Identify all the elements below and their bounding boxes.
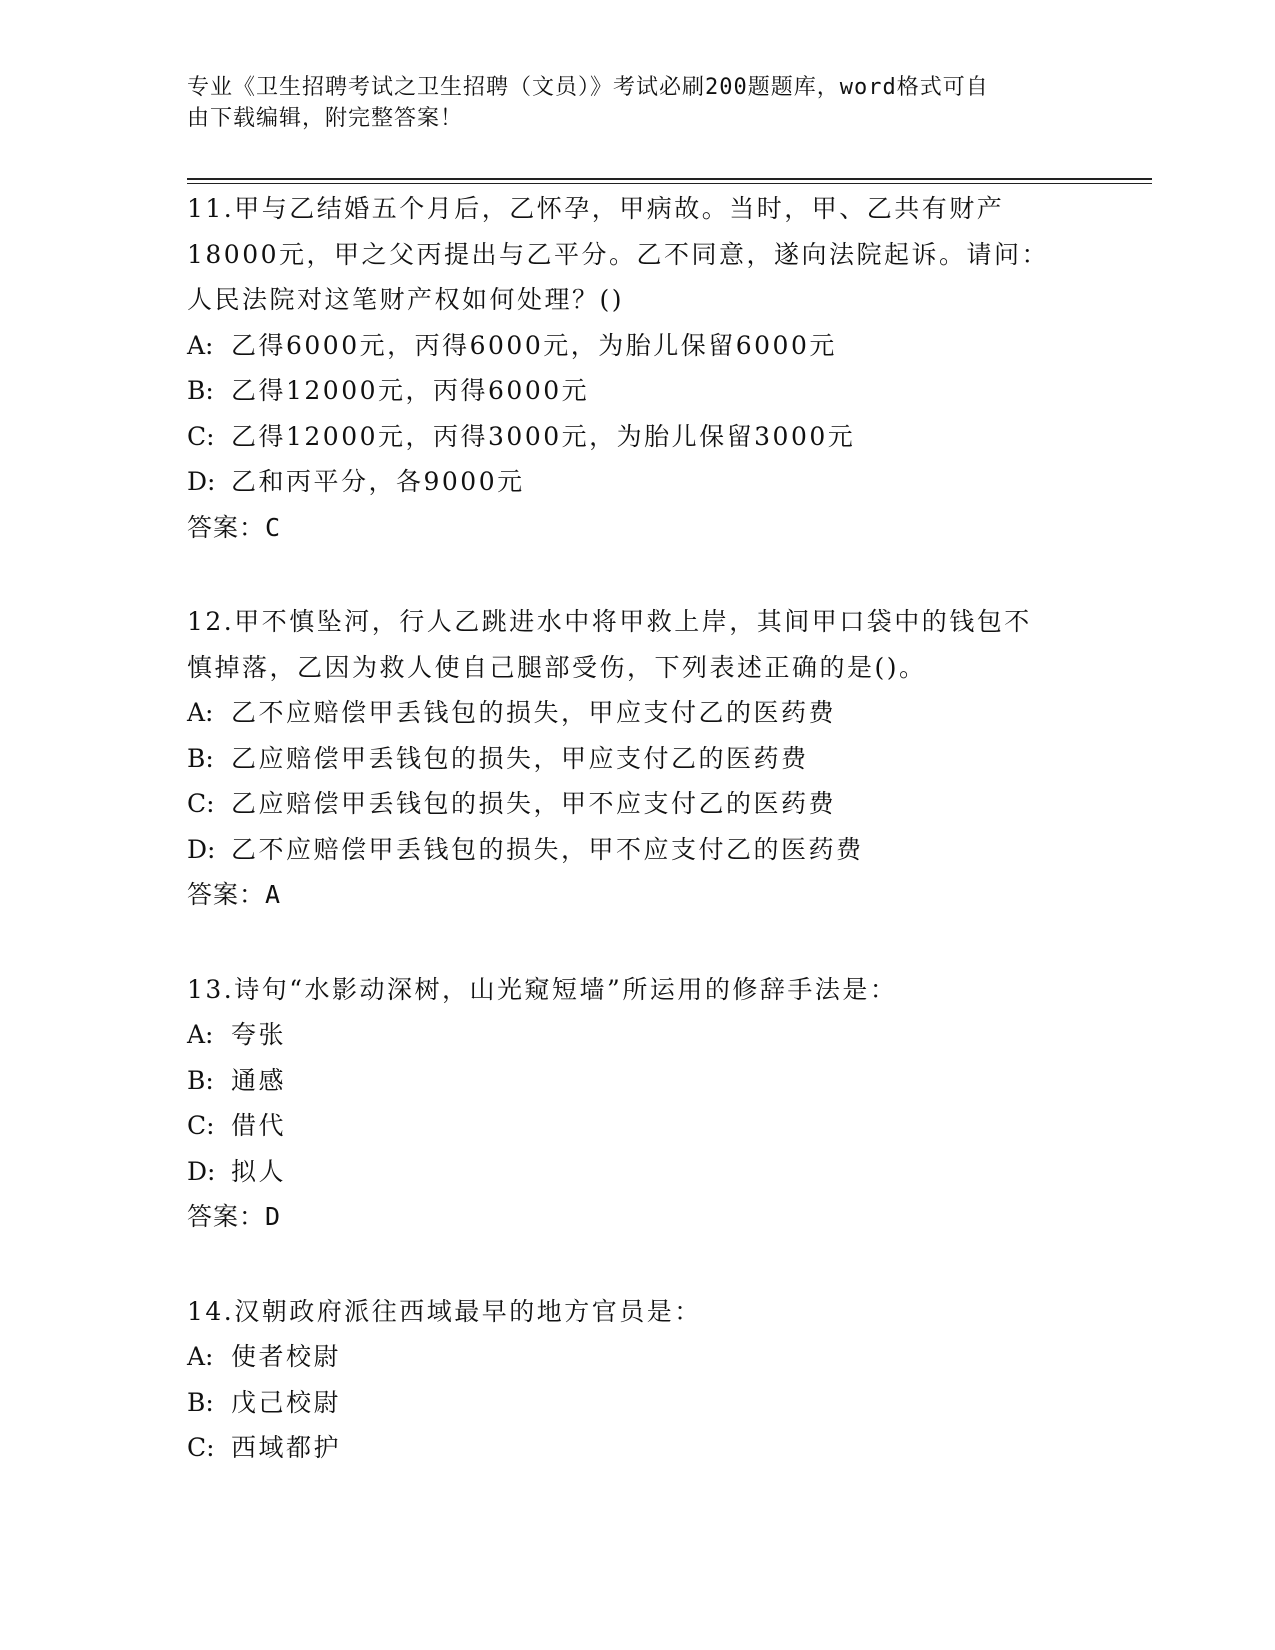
option-text: 夸张 (231, 1020, 287, 1049)
answer-line: 答案：A (187, 880, 282, 909)
option-text: 戊己校尉 (231, 1387, 342, 1417)
option-text: 通感 (231, 1065, 287, 1095)
header-line-1: 专业《卫生招聘考试之卫生招聘（文员）》考试必刷200题题库，word格式可自 (187, 75, 989, 100)
question-12 (187, 599, 1087, 918)
option-b (187, 1380, 1087, 1426)
option-letter: A: (187, 1020, 214, 1049)
option-d (187, 459, 1087, 505)
option-letter: D: (187, 1156, 216, 1186)
option-c (187, 1425, 1087, 1471)
question-13 (187, 967, 1087, 1240)
answer-line: 答案：D (187, 1202, 282, 1231)
option-c (187, 414, 1087, 460)
option-text: 乙应赔偿甲丢钱包的损失，甲不应支付乙的医药费 (231, 789, 837, 818)
option-text: 乙应赔偿甲丢钱包的损失，甲应支付乙的医药费 (231, 743, 809, 773)
option-letter: D: (187, 467, 216, 496)
option-b (187, 1058, 1087, 1104)
answer-line: 答案：C (187, 512, 282, 542)
option-letter: B: (187, 1065, 214, 1095)
header-line-2: 由下载编辑，附完整答案！ (187, 106, 464, 131)
option-a (187, 1334, 1087, 1380)
question-text-line: 18000元，甲之父丙提出与乙平分。乙不同意，遂向法院起诉。请问： (187, 239, 1050, 269)
option-letter: A: (187, 698, 214, 727)
option-a (187, 690, 1087, 736)
option-d (187, 1149, 1087, 1195)
option-text: 乙和丙平分，各9000元 (231, 467, 525, 496)
option-c (187, 781, 1087, 827)
option-letter: A: (187, 330, 214, 360)
option-a (187, 1012, 1087, 1058)
option-letter: C: (187, 1111, 215, 1140)
question-text-line: 13.诗句“水影动深树，山光窥短墙”所运用的修辞手法是： (187, 974, 898, 1004)
option-text: 乙得12000元，丙得3000元，为胎儿保留3000元 (231, 421, 856, 451)
option-b (187, 736, 1087, 782)
option-text: 拟人 (231, 1156, 287, 1186)
option-text: 乙得12000元，丙得6000元 (231, 376, 590, 405)
question-text-line: 人民法院对这笔财产权如何处理？() (187, 285, 625, 314)
option-letter: B: (187, 1387, 214, 1417)
option-text: 乙得6000元，丙得6000元，为胎儿保留6000元 (231, 330, 837, 360)
option-letter: B: (187, 376, 214, 405)
header-divider-thick (187, 178, 1152, 180)
option-letter: C: (187, 789, 215, 818)
option-c (187, 1103, 1087, 1149)
question-11 (187, 186, 1087, 550)
option-text: 乙不应赔偿甲丢钱包的损失，甲应支付乙的医药费 (231, 698, 837, 727)
question-text-line: 12.甲不慎坠河，行人乙跳进水中将甲救上岸，其间甲口袋中的钱包不 (187, 607, 1032, 636)
document-header (187, 72, 1067, 134)
option-b (187, 368, 1087, 414)
option-letter: A: (187, 1342, 214, 1371)
option-text: 使者校尉 (231, 1342, 342, 1371)
question-14 (187, 1289, 1087, 1471)
option-letter: D: (187, 834, 216, 864)
option-text: 西域都护 (231, 1433, 342, 1462)
option-letter: B: (187, 743, 214, 773)
option-text: 乙不应赔偿甲丢钱包的损失，甲不应支付乙的医药费 (231, 834, 864, 864)
option-d (187, 827, 1087, 873)
question-list (187, 186, 1087, 1520)
option-a (187, 323, 1087, 369)
option-letter: C: (187, 421, 215, 451)
header-divider-thin (187, 183, 1152, 184)
option-letter: C: (187, 1433, 215, 1462)
question-text-line: 慎掉落，乙因为救人使自己腿部受伤，下列表述正确的是()。 (187, 652, 927, 682)
option-text: 借代 (231, 1111, 287, 1140)
question-text-line: 14.汉朝政府派往西域最早的地方官员是： (187, 1296, 702, 1326)
question-text-line: 11.甲与乙结婚五个月后，乙怀孕，甲病故。当时，甲、乙共有财产 (187, 194, 1005, 223)
